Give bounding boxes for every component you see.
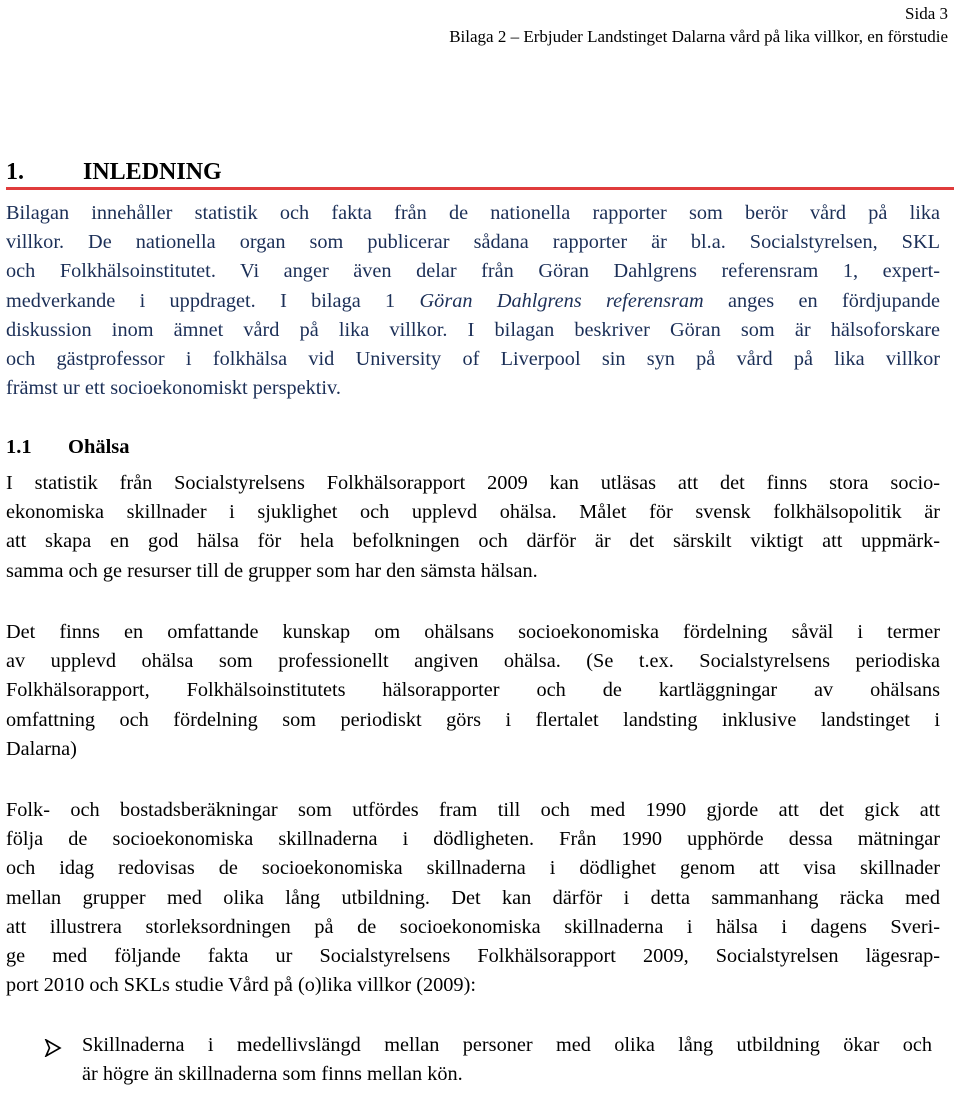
- text-line: mellan grupper med olika lång utbildning. Det kan därför i detta sammanhang räcka med: [6, 886, 940, 909]
- text-line: är högre än skillnaderna som finns mellan kön.: [82, 1063, 463, 1086]
- text-line: följa de socioekonomiska skillnaderna i dödligheten. Från 1990 upphörde dessa mätningar: [6, 828, 940, 851]
- text-line: Dalarna): [6, 737, 77, 760]
- section-number: 1.: [6, 159, 24, 185]
- section-heading-inledning: [6, 157, 954, 190]
- section-title: INLEDNING: [83, 159, 222, 185]
- arrow-bullet-icon: [44, 1039, 62, 1057]
- text-segment: I bilaga 1: [280, 289, 396, 312]
- text-line: Det finns en omfattande kunskap om ohälsans socioekonomiska fördelning såväl i termer: [6, 621, 940, 643]
- text-line: Bilagan innehåller statistik och fakta från de nationella rapporter som berör vård på lika: [6, 202, 940, 224]
- text-line: och gästprofessor i folkhälsa vid University of Liverpool sin syn på vård på lika villkor: [6, 348, 940, 371]
- italic-reference: Göran Dahlgrens referensram: [419, 289, 704, 312]
- text-line: och Folkhälsoinstitutet. Vi anger även delar från Göran Dahlgrens referensram 1, expert-: [6, 260, 940, 283]
- text-line: av upplevd ohälsa som professionellt angiven ohälsa. (Se t.ex. Socialstyrelsens periodiska: [6, 650, 940, 673]
- bullet-text: [82, 1031, 932, 1089]
- text-line: villkor. De nationella organ som publicerar sådana rapporter är bl.a. Socialstyrelsen, SKL: [6, 231, 940, 254]
- text-line: omfattning och fördelning som periodiskt görs i flertalet landsting inklusive landstinget i: [6, 708, 940, 731]
- text-line: I statistik från Socialstyrelsens Folkhälsorapport 2009 kan utläsas att det finns stora socio-: [6, 472, 940, 494]
- text-line: att skapa en god hälsa för hela befolkningen och därför är det särskilt viktigt att uppmärk-: [6, 530, 940, 553]
- subsection-number: 1.1: [6, 436, 32, 458]
- text-line: ge med följande fakta ur Socialstyrelsens Folkhälsorapport 2009, Socialstyrelsen lägesrap-: [6, 945, 940, 968]
- text-line: att illustrera storleksordningen på de socioekonomiska skillnaderna i hälsa i dagens Sveri-: [6, 915, 940, 938]
- text-line: Skillnaderna i medellivslängd mellan personer med olika lång utbildning ökar och: [82, 1034, 932, 1056]
- text-line: främst ur ett socioekonomiskt perspektiv.: [6, 377, 341, 400]
- text-line: samma och ge resurser till de grupper som har den sämsta hälsan.: [6, 559, 538, 582]
- text-line: Folkhälsorapport, Folkhälsoinstitutets hälsorapporter och de kartläggningar av ohälsans: [6, 679, 940, 702]
- paragraph-3: [6, 796, 940, 1000]
- paragraph-1: [6, 469, 940, 586]
- paragraph-2: [6, 618, 940, 764]
- intro-paragraph: [6, 199, 940, 403]
- subsection-title: Ohälsa: [68, 436, 130, 458]
- text-line: Folk- och bostadsberäkningar som utfördes fram till och med 1990 gjorde att det gick att: [6, 799, 940, 821]
- text-segment: medverkande i uppdraget.: [6, 289, 256, 312]
- text-segment: anges en fördjupande: [728, 289, 940, 312]
- document-subtitle: Bilaga 2 – Erbjuder Landstinget Dalarna vård på lika villkor, en förstudie: [449, 27, 948, 46]
- text-line: och idag redovisas de socioekonomiska skillnaderna i dödlighet genom att visa skillnader: [6, 857, 940, 880]
- page-number: Sida 3: [905, 4, 948, 23]
- subsection-heading-ohalsa: [6, 432, 130, 462]
- text-line: diskussion inom ämnet vård på lika villkor. I bilagan beskriver Göran som är hälsoforskare: [6, 318, 940, 341]
- text-line: [6, 287, 940, 316]
- page-header: [449, 2, 948, 48]
- text-line: ekonomiska skillnader i sjuklighet och upplevd ohälsa. Målet för svensk folkhälsopolitik är: [6, 501, 940, 524]
- text-line: port 2010 och SKLs studie Vård på (o)lika villkor (2009):: [6, 974, 476, 997]
